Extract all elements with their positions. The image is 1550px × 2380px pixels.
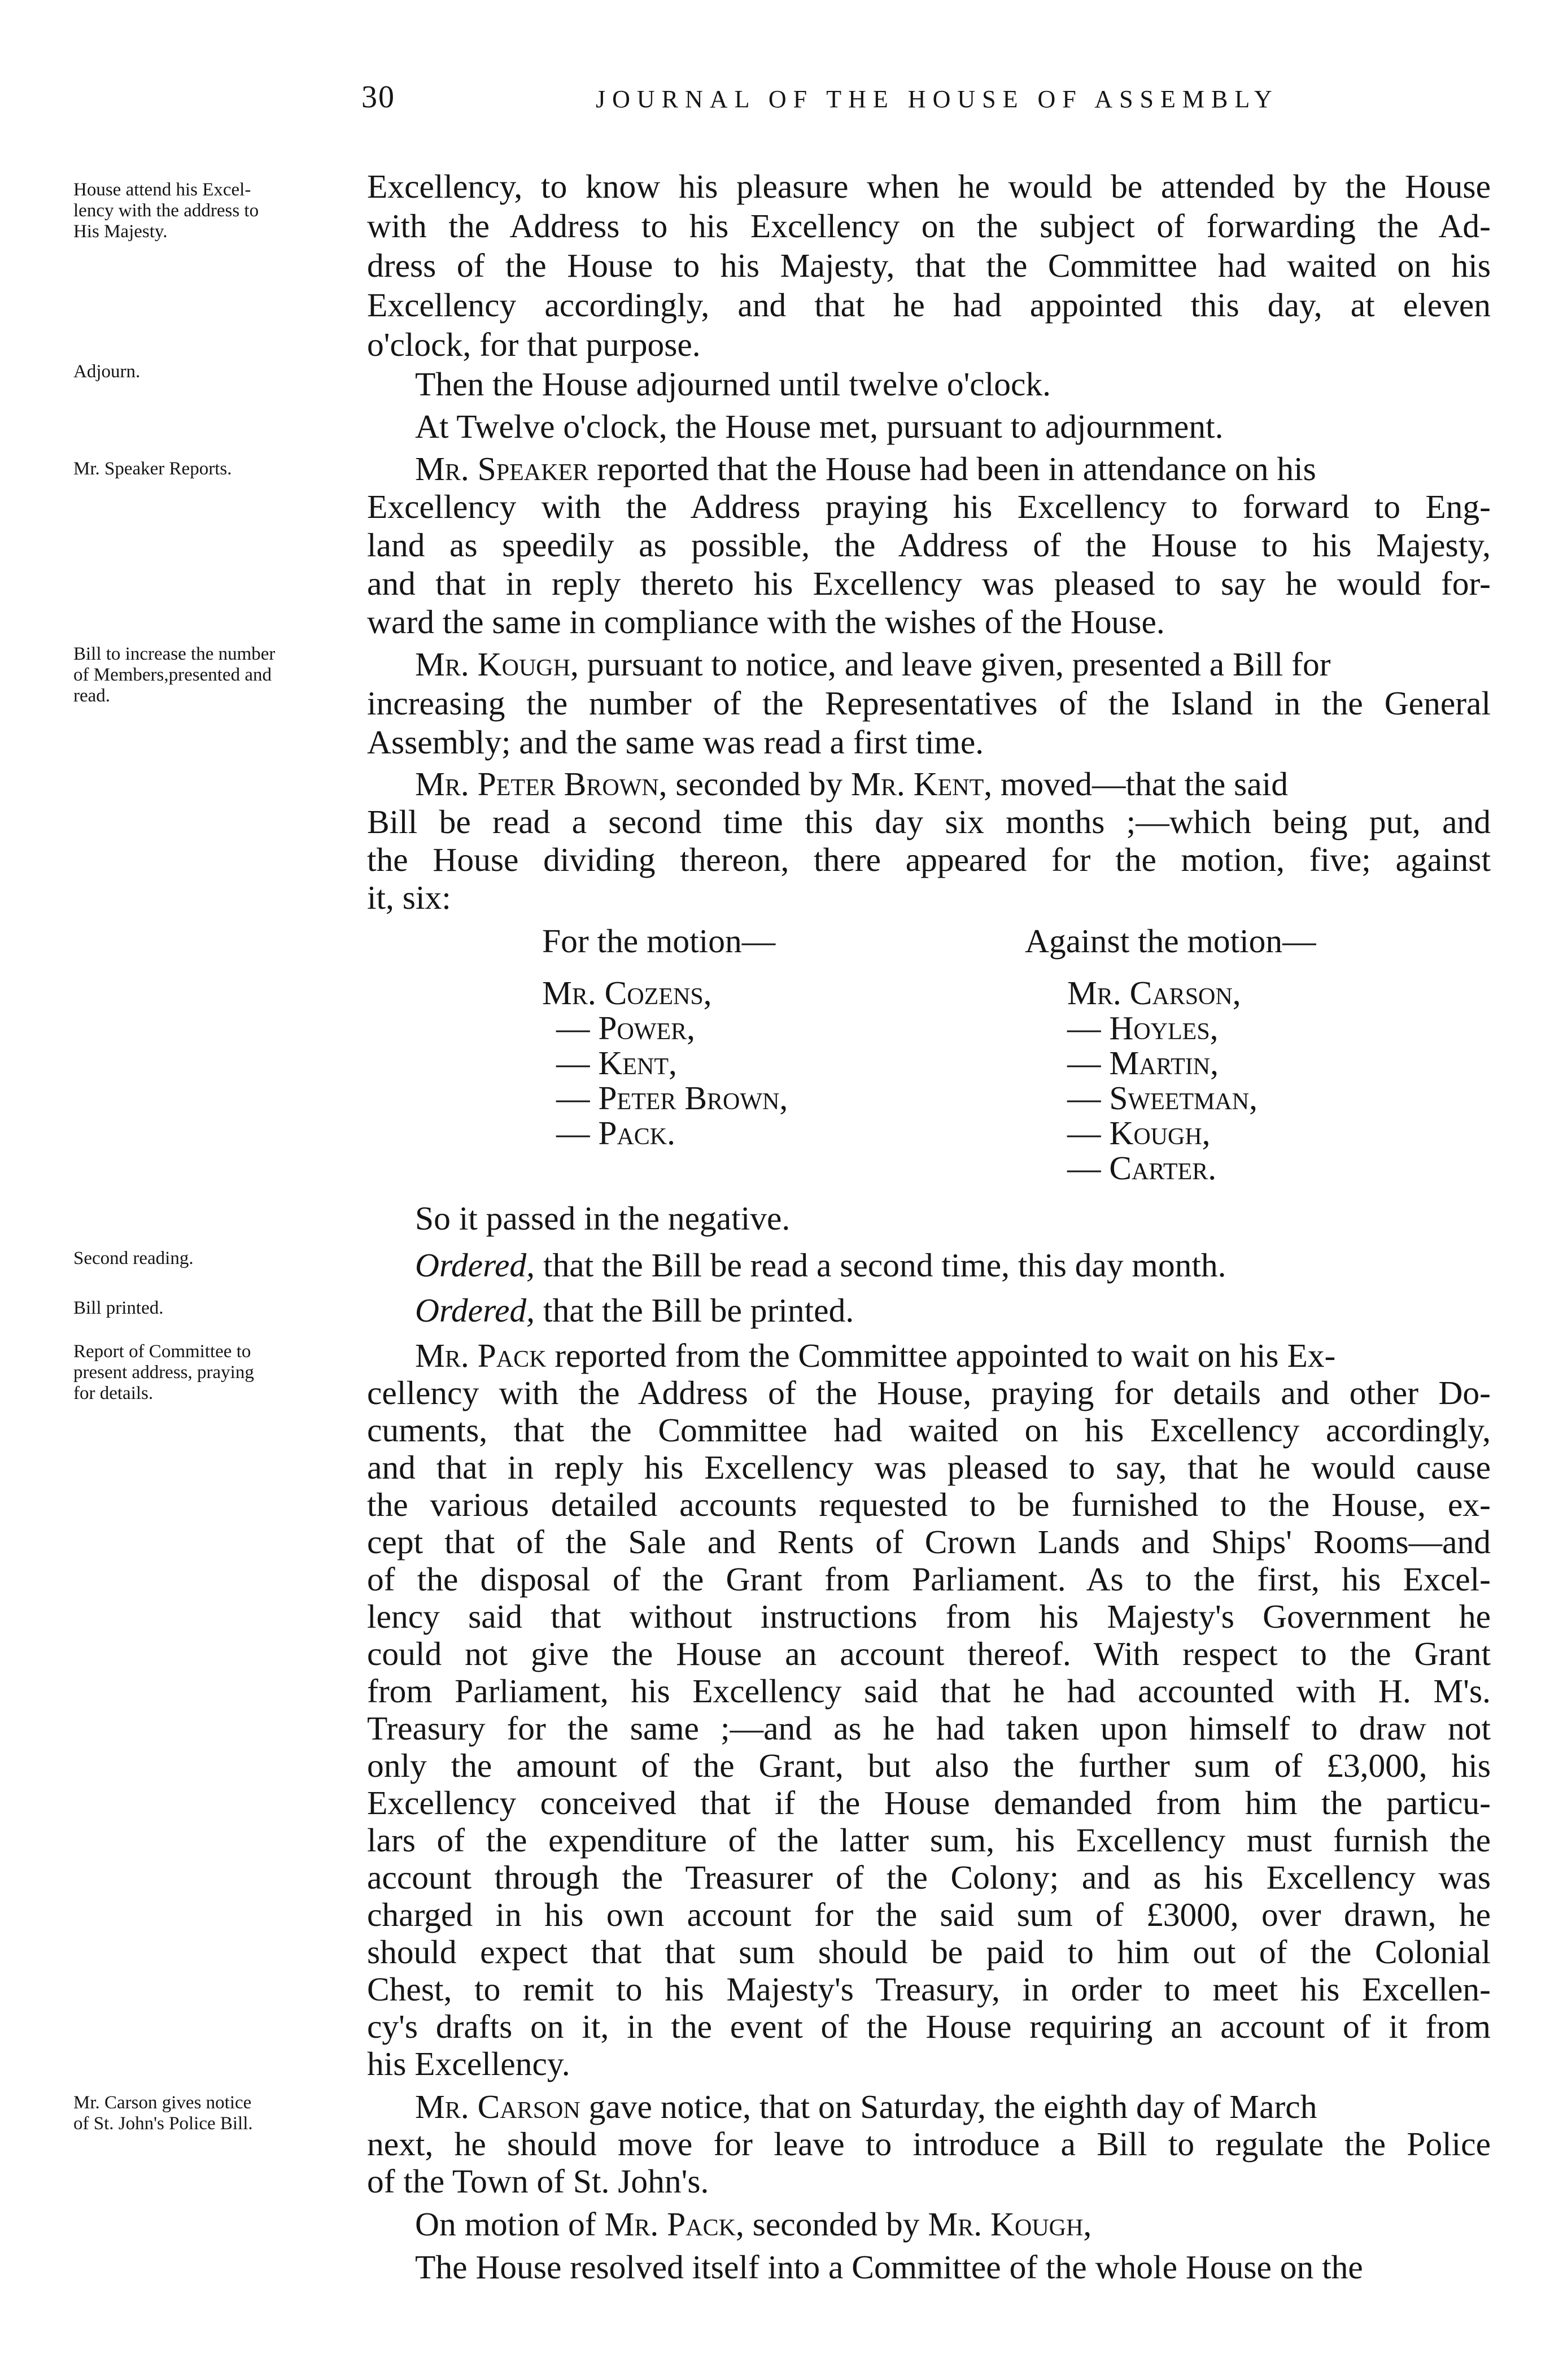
carson-notice-first-line: Mr. Carson gave notice, that on Saturday, the eighth day of March xyxy=(415,2088,1317,2125)
text-line: could not give the House an account thereof. With respect to the Grant xyxy=(367,1635,1491,1672)
brown-motion-first-line: Mr. Peter Brown, seconded by Mr. Kent, moved—that the said xyxy=(415,765,1288,803)
text-line: Excellency conceived that if the House demanded from him the particu- xyxy=(367,1784,1491,1821)
margin-note-report-committee: Report of Committee to present address, praying for details. xyxy=(73,1341,254,1403)
text-line: Excellency with the Address praying his Excellency to forward to Eng- xyxy=(367,488,1491,525)
text-line: of the disposal of the Grant from Parliament. As to the first, his Excel- xyxy=(367,1560,1491,1598)
margin-note-bill-increase: Bill to increase the number of Members,presented and read. xyxy=(73,644,276,706)
member-name: Mr. Pack xyxy=(604,2205,736,2243)
page-header xyxy=(0,79,1550,130)
member-vote: — Pack. xyxy=(556,1114,676,1152)
member-vote: — Carter. xyxy=(1067,1149,1217,1187)
text-line: Chest, to remit to his Majesty's Treasury, in order to meet his Excellen- xyxy=(367,1971,1491,2008)
text-line: cuments, that the Committee had waited on his Excellency accordingly, xyxy=(367,1411,1491,1449)
text-line: Treasury for the same ;—and as he had taken upon himself to draw not xyxy=(367,1710,1491,1747)
member-vote: — Sweetman, xyxy=(1067,1079,1258,1117)
member-name: Mr. Kough xyxy=(415,646,570,683)
text-line: from Parliament, his Excellency said that he had accounted with H. M's. xyxy=(367,1672,1491,1710)
text-line: of the Town of St. John's. xyxy=(367,2163,709,2200)
member-vote: Mr. Carson, xyxy=(1067,974,1241,1012)
margin-note-house-attend: House attend his Excel- lency with the address to His Majesty. xyxy=(73,180,259,242)
text-line: land as speedily as possible, the Address of the House to his Majesty, xyxy=(367,526,1491,564)
text-line: Bill be read a second time this day six months ;—which being put, and xyxy=(367,803,1491,840)
member-vote: — Kent, xyxy=(556,1044,677,1082)
against-motion-heading: Against the motion— xyxy=(1025,922,1316,960)
kough-bill-first-line: Mr. Kough, pursuant to notice, and leave given, presented a Bill for xyxy=(415,646,1331,683)
member-name: Mr. Peter Brown xyxy=(415,765,659,803)
text-line: increasing the number of the Representatives of the Island in the General xyxy=(367,685,1491,722)
text-line: and that in reply thereto his Excellency was pleased to say he would for- xyxy=(367,565,1491,602)
member-vote: Mr. Cozens, xyxy=(542,974,712,1012)
text-line: ward the same in compliance with the wishes of the House. xyxy=(367,603,1165,640)
text-line: the House dividing thereon, there appeared for the motion, five; against xyxy=(367,841,1491,878)
text-line: dress of the House to his Majesty, that the Committee had waited on his xyxy=(367,247,1491,284)
text-line: next, he should move for leave to introduce a Bill to regulate the Police xyxy=(367,2125,1491,2163)
margin-note-speaker-reports: Mr. Speaker Reports. xyxy=(73,459,232,479)
text-line: Assembly; and the same was read a first time. xyxy=(367,723,984,761)
text-line: o'clock, for that purpose. xyxy=(367,326,701,363)
negative-line: So it passed in the negative. xyxy=(415,1200,791,1237)
member-vote: — Martin, xyxy=(1067,1044,1219,1082)
adjourn-line: Then the House adjourned until twelve o'clock. xyxy=(415,365,1051,403)
house-met-line: At Twelve o'clock, the House met, pursuant to adjournment. xyxy=(415,408,1224,445)
ordered-printed: Ordered, that the Bill be printed. xyxy=(415,1292,854,1329)
member-vote: — Kough, xyxy=(1067,1114,1211,1152)
member-name: Mr. Kent xyxy=(851,765,984,803)
for-motion-heading: For the motion— xyxy=(542,922,776,960)
text-line: Excellency accordingly, and that he had appointed this day, at eleven xyxy=(367,286,1491,324)
member-name: Mr. Speaker xyxy=(415,450,589,487)
text-line: with the Address to his Excellency on the subject of forwarding the Ad- xyxy=(367,207,1491,245)
text-line: the various detailed accounts requested to be furnished to the House, ex- xyxy=(367,1486,1491,1523)
member-name: Mr. Pack xyxy=(415,1337,547,1374)
page-number: 30 xyxy=(361,80,395,115)
text-line: his Excellency. xyxy=(367,2045,570,2082)
for-motion-column xyxy=(542,923,788,1150)
member-vote: — Hoyles, xyxy=(1067,1009,1219,1047)
member-vote: — Peter Brown, xyxy=(556,1079,788,1117)
text-line: lency said that without instructions from his Majesty's Government he xyxy=(367,1598,1491,1635)
text-line: should expect that that sum should be paid to him out of the Colonial xyxy=(367,1933,1491,1971)
text-line: only the amount of the Grant, but also the further sum of £3,000, his xyxy=(367,1747,1491,1784)
against-motion-column xyxy=(1025,923,1316,1185)
ordered-second-reading: Ordered, that the Bill be read a second time, this day month. xyxy=(415,1246,1226,1284)
member-name: Mr. Kough xyxy=(928,2205,1084,2243)
text-line: cy's drafts on it, in the event of the House requiring an account of it from xyxy=(367,2008,1491,2045)
text-line: cellency with the Address of the House, praying for details and other Do- xyxy=(367,1374,1491,1411)
pack-report-first-line: Mr. Pack reported from the Committee appointed to wait on his Ex- xyxy=(415,1337,1336,1374)
text-line: Excellency, to know his pleasure when he would be attended by the House xyxy=(367,168,1491,205)
text-line: it, six: xyxy=(367,879,451,916)
text-line: and that in reply his Excellency was pleased to say, that he would cause xyxy=(367,1449,1491,1486)
motion-line: On motion of Mr. Pack, seconded by Mr. Kough, xyxy=(415,2205,1092,2243)
text-line: charged in his own account for the said sum of £3000, over drawn, he xyxy=(367,1896,1491,1933)
committee-line: The House resolved itself into a Committee of the whole House on the xyxy=(415,2248,1363,2286)
member-vote: — Power, xyxy=(556,1009,695,1047)
speaker-report-first-line: Mr. Speaker reported that the House had been in attendance on his xyxy=(415,450,1316,487)
member-name: Mr. Carson xyxy=(415,2088,580,2125)
text-line: account through the Treasurer of the Colony; and as his Excellency was xyxy=(367,1859,1491,1896)
text-line: lars of the expenditure of the latter sum, his Excellency must furnish the xyxy=(367,1821,1491,1859)
margin-note-bill-printed: Bill printed. xyxy=(73,1298,164,1318)
margin-note-carson-notice: Mr. Carson gives notice of St. John's Police Bill. xyxy=(73,2093,253,2134)
text-line: cept that of the Sale and Rents of Crown Lands and Ships' Rooms—and xyxy=(367,1523,1491,1560)
running-title: JOURNAL OF THE HOUSE OF ASSEMBLY xyxy=(596,85,1279,113)
margin-note-second-reading: Second reading. xyxy=(73,1248,194,1269)
margin-note-adjourn: Adjourn. xyxy=(73,361,141,382)
